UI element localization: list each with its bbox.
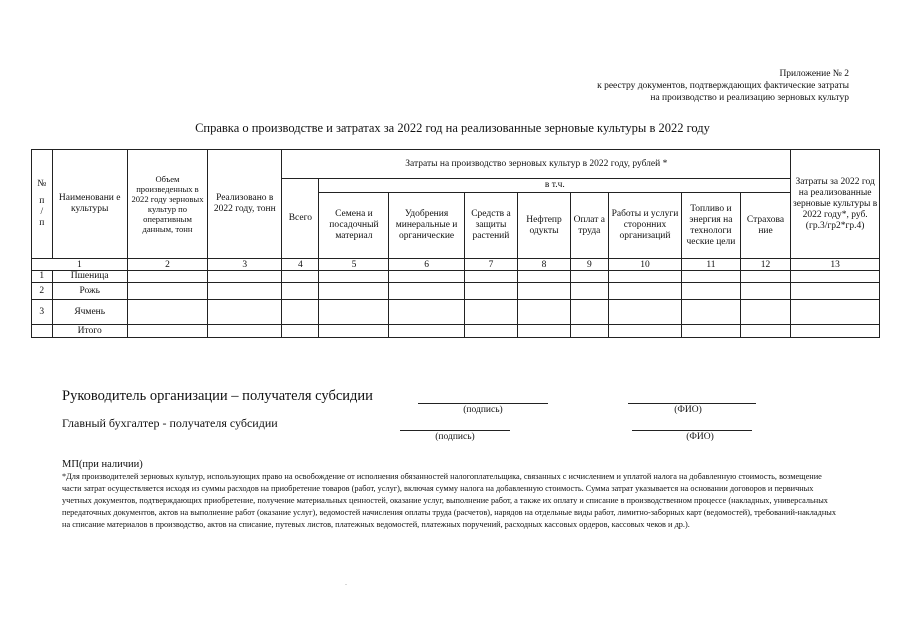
column-number: 1 [32,259,128,271]
cell-fertilizers [389,300,464,325]
column-number: 4 [282,259,319,271]
header-row-number: № п / п [32,150,53,259]
cell-sold [208,283,282,300]
header-cost-ratio: Затраты за 2022 год на реализованные зерновые культуры в 2022 году*, руб. (гр.3/гр2*гр.4) [791,150,880,259]
cell-plant-protection [464,325,518,338]
accountant-signature-label: Главный бухгалтер - получателя субсидии [62,416,278,430]
cell-cost-ratio [791,325,880,338]
cell-sold [208,300,282,325]
table-row [32,283,880,300]
column-number: 9 [570,259,608,271]
header-fuel-products: Нефтепр одукты [518,193,571,259]
head-name-line [628,403,756,404]
cell-fertilizers [389,271,464,283]
appendix-note [597,68,849,104]
table-row [32,300,880,325]
cell-wages [570,283,608,300]
column-number: 8 [518,259,571,271]
header-seeds: Семена и посадочный материал [319,193,389,259]
cell-fuel-products [518,300,571,325]
cell-wages [570,271,608,283]
column-numbers-row [32,259,880,271]
cell-services [608,325,681,338]
column-number: 12 [740,259,791,271]
cell-fuel-energy [682,300,741,325]
cell-services [608,300,681,325]
cell-plant-protection [464,300,518,325]
report-table [31,149,880,338]
accountant-name-line [632,430,752,431]
cell-volume [127,325,207,338]
cell-seeds [319,300,389,325]
cell-fuel-products [518,271,571,283]
header-crop-name: Наименовани е культуры [52,150,127,259]
cell-insurance [740,283,791,300]
head-signature-caption: (подпись) [463,405,503,415]
cell-fuel-products [518,283,571,300]
header-insurance: Страхова ние [740,193,791,259]
cell-volume [127,271,207,283]
header-total: Всего [282,179,319,259]
cell-sold [208,271,282,283]
header-sold: Реализовано в 2022 году, тонн [208,150,282,259]
column-number: 6 [389,259,464,271]
cell-fertilizers [389,283,464,300]
cell-plant-protection [464,283,518,300]
column-number: 2 [127,259,207,271]
stray-mark: . [345,578,347,587]
header-third-party-services: Работы и услуги сторонних организаций [608,193,681,259]
seal-note: МП(при наличии) [62,459,143,470]
cell-insurance [740,300,791,325]
column-number: 10 [608,259,681,271]
cell-fuel-energy [682,325,741,338]
cell-cost-ratio [791,271,880,283]
table-row-total [32,325,880,338]
column-number: 13 [791,259,880,271]
header-including: в т.ч. [319,179,791,193]
cell-insurance [740,325,791,338]
row-number: 3 [32,300,53,325]
row-crop-name: Рожь [52,283,127,300]
cell-total [282,283,319,300]
cell-sold [208,325,282,338]
cell-fuel-energy [682,283,741,300]
cell-fertilizers [389,325,464,338]
appendix-line-3: на производство и реализацию зерновых культур [650,93,849,103]
cell-fuel-energy [682,271,741,283]
appendix-line-2: к реестру документов, подтверждающих фактические затраты [597,81,849,91]
cell-services [608,283,681,300]
cell-cost-ratio [791,300,880,325]
cell-cost-ratio [791,283,880,300]
row-number: 2 [32,283,53,300]
cell-seeds [319,325,389,338]
cell-seeds [319,271,389,283]
cell-wages [570,325,608,338]
cell-wages [570,300,608,325]
header-costs: Затраты на производство зерновых культур в 2022 году, рублей * [282,150,791,179]
appendix-line-1: Приложение № 2 [779,69,849,79]
row-crop-name: Ячмень [52,300,127,325]
cell-insurance [740,271,791,283]
accountant-signature-caption: (подпись) [435,432,475,442]
cell-volume [127,300,207,325]
cell-total [282,300,319,325]
cell-volume [127,283,207,300]
row-total-label: Итого [52,325,127,338]
row-crop-name: Пшеница [52,271,127,283]
row-number [32,325,53,338]
header-volume: Объем произведенных в 2022 году зерновых культур по оперативным данным, тонн [127,150,207,259]
column-number: 5 [319,259,389,271]
table-row [32,271,880,283]
column-number: 3 [208,259,282,271]
document-title: Справка о производстве и затратах за 2022 год на реализованные зерновые культуры в 2022 году [195,121,710,135]
accountant-name-caption: (ФИО) [686,432,714,442]
cell-services [608,271,681,283]
head-signature-label: Руководитель организации – получателя субсидии [62,388,373,404]
accountant-signature-line [400,430,510,431]
column-number: 7 [464,259,518,271]
cell-plant-protection [464,271,518,283]
header-plant-protection: Средств а защиты растений [464,193,518,259]
footnote: *Для производителей зерновых культур, использующих право на освобождение от исполнения обязанностей налогоплательщика, связанных с исчислением и уплатой налога на добавленную стоимость, возмещение части затрат осуществляется исходя из суммы расходов на приобретение товаров (работ, услуг), включая сумму налога на добавленную стоимость. Сумма затрат указывается на основании договоров и первичных учетных документов, подтверждающих приобретение, получение материальных ценностей, оказание услуг, выполнение работ, а также их оплату и списание в производственном процессе (накладных, универсальных передаточных документов, актов на выполнение работ (оказание услуг), ведомостей начисления оплаты труда (расчетов), нарядов на отдельные виды работ, лимитно-заборных карт (ведомостей), требований-накладных на списание материалов в производство, актов на списание, путевых листов, платежных ведомостей, платежных поручений, расходных кассовых ордеров, кассовых чеков и др.). [62,472,837,529]
cell-fuel-products [518,325,571,338]
head-name-caption: (ФИО) [674,405,702,415]
cell-total [282,325,319,338]
head-signature-line [418,403,548,404]
row-number: 1 [32,271,53,283]
column-number: 11 [682,259,741,271]
header-fertilizers: Удобрения минеральные и органические [389,193,464,259]
cell-total [282,271,319,283]
header-wages: Оплат а труда [570,193,608,259]
cell-seeds [319,283,389,300]
header-fuel-energy: Топливо и энергия на технологи ческие цели [682,193,741,259]
